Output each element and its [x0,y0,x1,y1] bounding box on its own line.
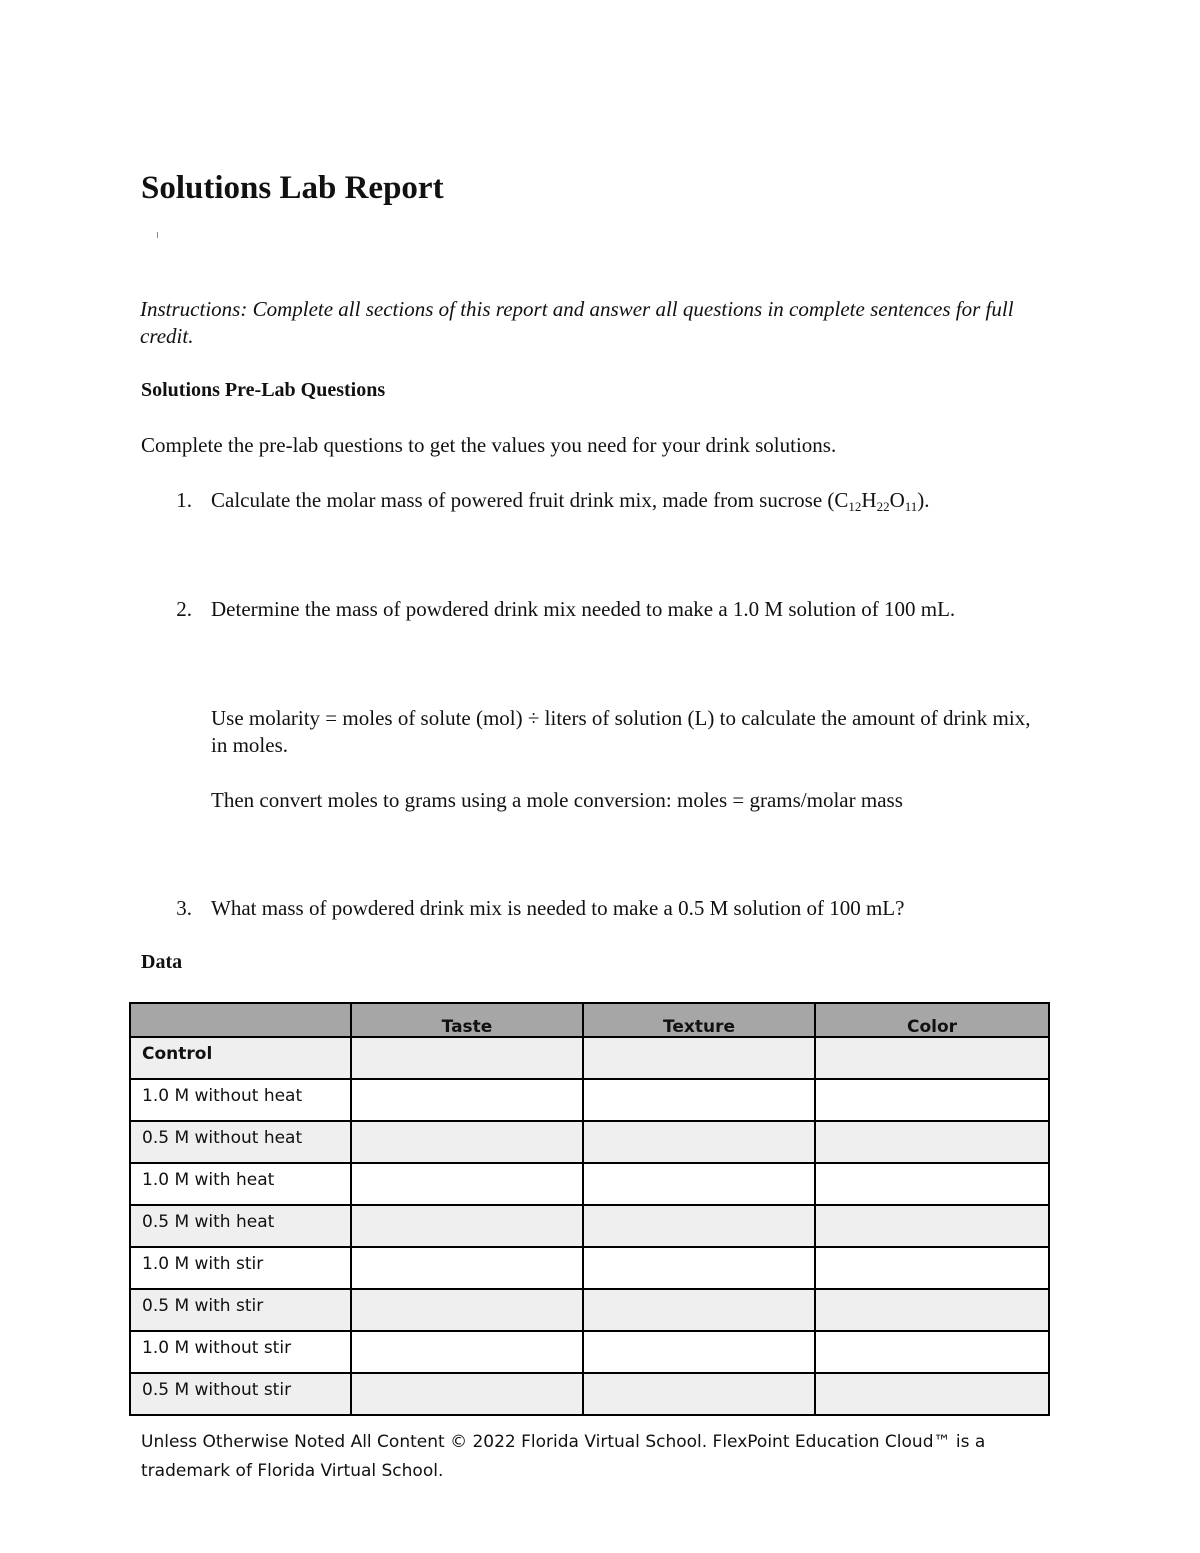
texture-cell[interactable] [583,1037,815,1079]
header-cell-blank [130,1003,351,1037]
row-label: 1.0 M without heat [130,1079,351,1121]
header-cell-color: Color [815,1003,1049,1037]
table-row [130,1331,1049,1373]
table-row [130,1205,1049,1247]
color-cell[interactable] [815,1205,1049,1247]
texture-cell[interactable] [583,1079,815,1121]
texture-cell[interactable] [583,1163,815,1205]
table-row [130,1121,1049,1163]
taste-cell[interactable] [351,1121,583,1163]
table-row [130,1373,1049,1415]
table-row [130,1079,1049,1121]
row-label: 1.0 M with heat [130,1163,351,1205]
taste-cell[interactable] [351,1289,583,1331]
taste-cell[interactable] [351,1205,583,1247]
color-cell[interactable] [815,1289,1049,1331]
row-label: 0.5 M with stir [130,1289,351,1331]
data-table [129,1002,1050,1416]
question-2-text: Determine the mass of powdered drink mix needed to make a 1.0 M solution of 100 mL. [211,597,956,621]
texture-cell[interactable] [583,1205,815,1247]
data-heading: Data [141,951,183,973]
copyright-footer: Unless Otherwise Noted All Content © 2022 Florida Virtual School. FlexPoint Education Cloud™ is a trademark of Florida Virtual School. [141,1432,986,1481]
texture-cell[interactable] [583,1331,815,1373]
table-row [130,1037,1049,1079]
table-row [130,1247,1049,1289]
question-2-number: 2. [176,597,192,621]
texture-cell[interactable] [583,1121,815,1163]
row-label: 1.0 M with stir [130,1247,351,1289]
color-cell[interactable] [815,1037,1049,1079]
table-header-row [130,1003,1049,1037]
header-cell-taste: Taste [351,1003,583,1037]
color-cell[interactable] [815,1121,1049,1163]
taste-cell[interactable] [351,1331,583,1373]
texture-cell[interactable] [583,1373,815,1415]
row-label: Control [130,1037,351,1079]
question-1-text: Calculate the molar mass of powered fruit drink mix, made from sucrose $(C_{12}H_{22}O_{11})$. [211,488,930,514]
question-2-hint-molarity: Use molarity = moles of solute (mol) ÷ liters of solution (L) to calculate the amount of drink mix, in moles. [211,706,1031,757]
color-cell[interactable] [815,1163,1049,1205]
row-label: 1.0 M without stir [130,1331,351,1373]
taste-cell[interactable] [351,1247,583,1289]
texture-cell[interactable] [583,1247,815,1289]
taste-cell[interactable] [351,1373,583,1415]
divider-mark [157,232,158,238]
row-label: 0.5 M without heat [130,1121,351,1163]
prelab-heading: Solutions Pre-Lab Questions [141,379,386,401]
color-cell[interactable] [815,1331,1049,1373]
question-2-hint-conversion: Then convert moles to grams using a mole conversion: moles = grams/molar mass [211,788,903,812]
taste-cell[interactable] [351,1079,583,1121]
table-row [130,1163,1049,1205]
taste-cell[interactable] [351,1037,583,1079]
page-title: Solutions Lab Report [141,170,444,206]
color-cell[interactable] [815,1079,1049,1121]
row-label: 0.5 M with heat [130,1205,351,1247]
row-label: 0.5 M without stir [130,1373,351,1415]
header-cell-texture: Texture [583,1003,815,1037]
color-cell[interactable] [815,1373,1049,1415]
taste-cell[interactable] [351,1163,583,1205]
texture-cell[interactable] [583,1289,815,1331]
question-3-text: What mass of powdered drink mix is needed to make a 0.5 M solution of 100 mL? [211,896,905,920]
question-3-number: 3. [176,896,192,920]
question-1-number: 1. [176,488,192,512]
prelab-intro: Complete the pre-lab questions to get the values you need for your drink solutions. [141,433,837,457]
table-row [130,1289,1049,1331]
color-cell[interactable] [815,1247,1049,1289]
instructions-text: Instructions: Complete all sections of this report and answer all questions in complete sentences for full credit. [140,297,1014,348]
